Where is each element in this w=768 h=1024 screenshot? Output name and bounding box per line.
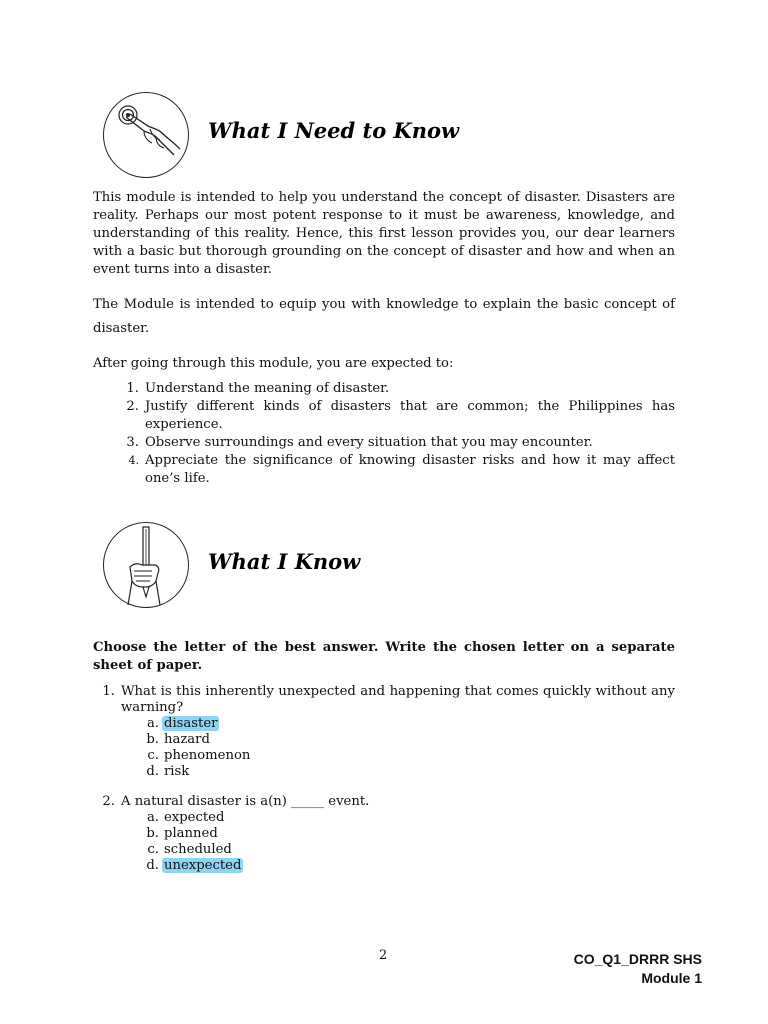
answer-option: c. phenomenon [147, 748, 251, 763]
objectives-intro: After going through this module, you are expected to: [93, 356, 454, 371]
list-item: 2. Justify different kinds of disasters that are common; the Philippines has experience. [126, 399, 675, 432]
answer-option: a. disaster [146, 716, 218, 731]
module-code-line2: Module 1 [641, 970, 702, 986]
question-1: 1. What is this inherently unexpected and happening that comes quickly without any warning? a. disaster b. hazard c. phenomenon d. risk [93, 684, 675, 780]
question-text: What is this inherently unexpected and happening that comes quickly without any warning? [121, 684, 675, 715]
answer-option: d. risk [146, 764, 190, 779]
list-item: 4. Appreciate the significance of knowing disaster risks and how it may affect one’s life. [128, 453, 675, 486]
answer-option: b. hazard [146, 732, 210, 747]
answer-option: c. scheduled [147, 842, 232, 857]
module-code-line1: CO_Q1_DRRR SHS [573, 951, 702, 967]
highlighted-answer: unexpected [164, 858, 242, 873]
list-item: 3. Observe surroundings and every situation that you may encounter. [126, 435, 593, 450]
instructions: Choose the letter of the best answer. Write the chosen letter on a separate sheet of paper. [93, 640, 675, 673]
question-2: 2. A natural disaster is a(n) _____ event. a. expected b. planned c. scheduled d. unexpected [93, 794, 675, 874]
highlighted-answer: disaster [164, 716, 218, 731]
list-item: 1. Understand the meaning of disaster. [126, 381, 390, 396]
module-purpose-paragraph: The Module is intended to equip you with knowledge to explain the basic concept of disaster. [93, 297, 675, 336]
hand-holding-pencil-icon [103, 522, 189, 608]
objectives-list [93, 380, 675, 488]
answer-option: a. expected [146, 810, 225, 825]
answer-option: d. unexpected [146, 858, 242, 873]
module-code [574, 950, 702, 988]
hand-pointing-icon [103, 92, 189, 178]
page-number: 2 [379, 948, 388, 963]
intro-paragraph: This module is intended to help you understand the concept of disaster. Disasters are reality. Perhaps our most potent response to it must be awareness, knowledge, and understanding of this reality. Hence, this first lesson provides you, our dear learners with a basic but thorough grounding on the concept of disaster and how and when an event turns into a disaster. [93, 190, 675, 277]
section-title-what-i-know: What I Know [208, 549, 361, 574]
question-text: A natural disaster is a(n) _____ event. [121, 794, 370, 809]
section-title-what-i-need-to-know: What I Need to Know [208, 118, 460, 143]
answer-option: b. planned [146, 826, 218, 841]
